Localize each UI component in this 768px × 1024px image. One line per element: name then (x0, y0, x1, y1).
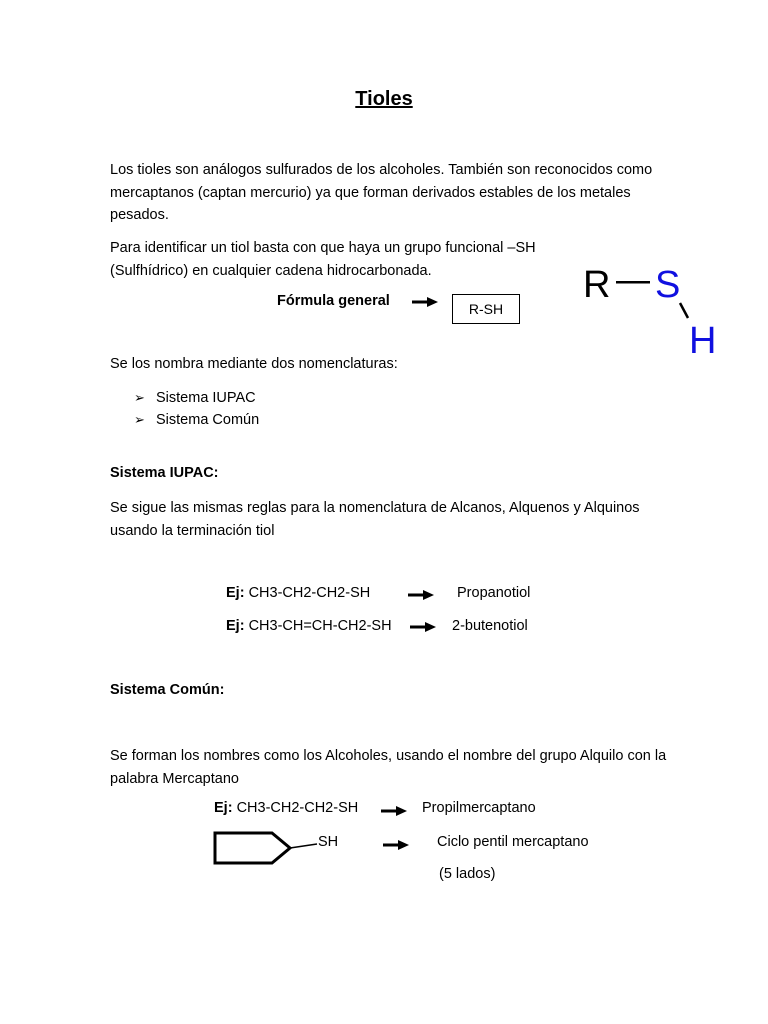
arrow-right-icon (381, 806, 407, 816)
intro-paragraph-1: Los tioles son análogos sulfurados de los alcoholes. También son reconocidos como mercaptanos (captan mercurio) ya que forman derivados estables de los metales pesados. (110, 162, 653, 223)
intro-paragraph-2: Para identificar un tiol basta con que haya un grupo funcional –SH (Sulfhídrico) en cualquier cadena hidrocarbonada. (110, 240, 536, 279)
bond-s-h (678, 302, 692, 322)
comun-example-2-group: SH (318, 834, 339, 850)
arrow-right-icon (408, 590, 434, 600)
arrow-right-icon (410, 622, 436, 632)
list-item: ➢ Sistema IUPAC (134, 387, 256, 409)
comun-heading: Sistema Común: (110, 682, 225, 698)
comun-example-2-name: Ciclo pentil mercaptano (437, 834, 589, 850)
nomenclature-intro: Se los nombra mediante dos nomenclaturas: (110, 356, 398, 372)
list-item: ➢ Sistema Común (134, 409, 259, 431)
comun-example-1-name: Propilmercaptano (422, 800, 536, 816)
structure-h: H (689, 320, 717, 362)
formula-arrow-icon (412, 297, 438, 307)
page-title: Tioles (355, 88, 413, 110)
iupac-heading: Sistema IUPAC: (110, 465, 219, 481)
iupac-text: Se sigue las mismas reglas para la nomenclatura de Alcanos, Alquenos y Alquinos usando la terminación tiol (110, 500, 640, 539)
formula-label: Fórmula general (277, 293, 390, 309)
structure-r: R (583, 264, 611, 306)
bond-r-s (616, 280, 652, 284)
iupac-example-1: Ej: CH3-CH2-CH2-SH (226, 585, 371, 601)
comun-text: Se forman los nombres como los Alcoholes, usando el nombre del grupo Alquilo con la palabra Mercaptano (110, 748, 667, 787)
pentagon-ring-icon (212, 830, 322, 868)
iupac-example-2-name: 2-butenotiol (452, 618, 528, 634)
iupac-example-1-name: Propanotiol (457, 585, 531, 601)
formula-box: R-SH (452, 294, 520, 324)
structure-s: S (655, 264, 681, 306)
comun-example-2-note: (5 lados) (439, 866, 496, 882)
comun-example-1: Ej: CH3-CH2-CH2-SH (214, 800, 359, 816)
arrow-bullet-icon: ➢ (134, 390, 145, 405)
arrow-bullet-icon: ➢ (134, 412, 145, 427)
iupac-example-2: Ej: CH3-CH=CH-CH2-SH (226, 618, 392, 634)
arrow-right-icon (383, 840, 409, 850)
